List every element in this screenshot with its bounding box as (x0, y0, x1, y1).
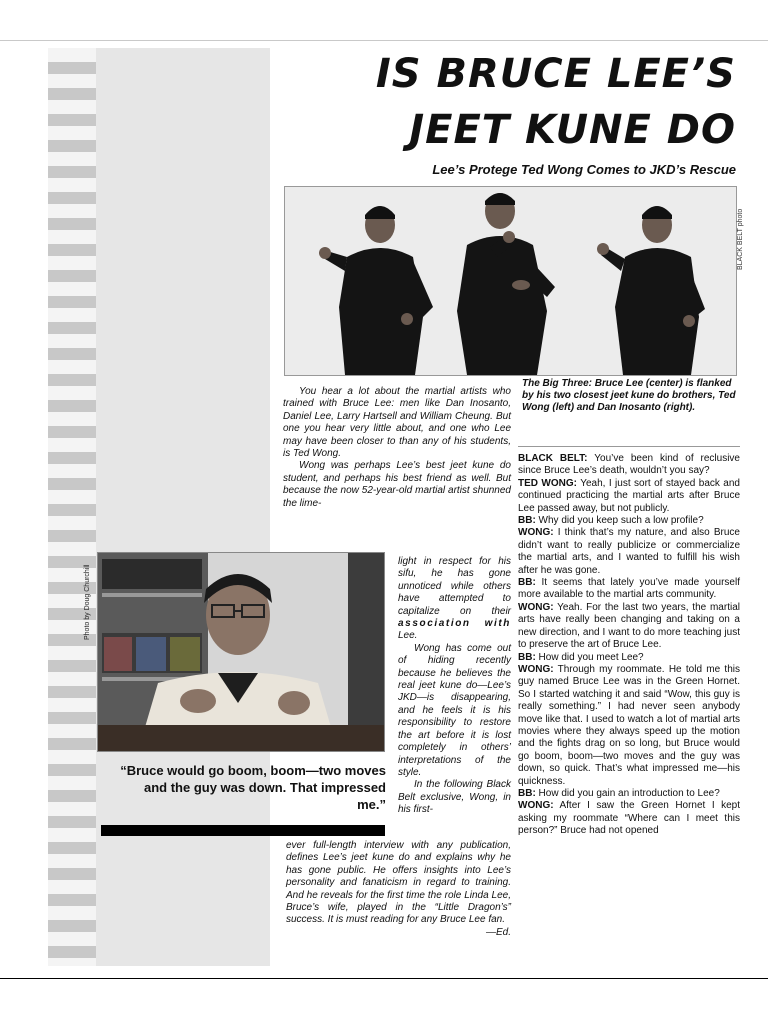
headline-line-1: IS BRUCE LEE’S (375, 51, 736, 97)
interview-item: BB: How did you meet Lee? (518, 651, 644, 663)
interview-item: BB: It seems that lately you’ve made yourself more available to the martial arts community. (518, 577, 740, 601)
lead-paragraph-4b: ever full-length interview with any publication, defines Lee’s jeet kune do and explains why he has gone public. He offers insights into Lee’s personality and fanaticism in regard to training. And he reveals for the first time the role Linda Lee, Bruce’s wife, played in the “Little Dragon’s” success. It is must reading for any Bruce Lee fan. (286, 840, 511, 926)
interview-item: WONG: Through my roommate. He told me this guy named Bruce Lee was in the Green Hornet. So I started watching it and said “Wow, this guy is really something.” I had never seen anybody move like that. I used to watch a lot of martial arts movies where they always speed up the motion and the fights drag on so long, but Bruce would go boom, boom—two moves and the guy was down, so quick. That’s what impressed me—his quickness. (518, 663, 740, 787)
portrait-photo-credit (84, 555, 96, 640)
subheadline: Lee’s Protege Ted Wong Comes to JKD’s Rescue (432, 162, 736, 177)
lead-column-top (283, 386, 511, 510)
lead-column-bottom (286, 840, 511, 939)
interview-item: BB: Why did you keep such a low profile? (518, 515, 704, 527)
interview-item: BLACK BELT: You’ve been kind of reclusive since Bruce Lee’s death, wouldn’t you say? (518, 453, 740, 477)
portrait-illustration (98, 553, 384, 751)
lead-paragraph-3: Wong has come out of hiding recently because he believes the real jeet kune do—Lee’s JKD—is disappearing, and he feels it is his responsibility to restore the art before it is lost completely in others’ interpretations of the style. (398, 642, 511, 778)
big-three-photo (284, 186, 737, 376)
portrait-photo-credit-text: Photo by Doug Churchill (84, 564, 91, 640)
lead-paragraph-2b-spaced: association with (398, 618, 511, 630)
lead-paragraph-1: You hear a lot about the martial artists who trained with Bruce Lee: men like Dan Inosanto, Daniel Lee, Larry Hartsell and William Cheung. But one you hear very little about, and one who Lee may have been closer to than any of his students, is Ted Wong. (283, 386, 511, 460)
lead-paragraph-2b: light in respect for his sifu, he has gone unnoticed while others have attempted to capitalize on their (398, 556, 511, 617)
lead-column-narrow (398, 556, 511, 817)
interview-column (518, 453, 740, 838)
interview-rule (518, 446, 740, 447)
photo-caption: The Big Three: Bruce Lee (center) is flanked by his two closest jeet kune do brothers, Ted Wong (left) and Dan Inosanto (right). (522, 378, 736, 413)
strip-bands (48, 48, 96, 966)
interview-item: WONG: I think that’s my nature, and also Bruce didn’t want to really publicize or commercialize the martial arts, and I wanted to fulfill his wish after he was gone. (518, 527, 740, 576)
lead-paragraph-4a: In the following Black Belt exclusive, Wong, in his first- (398, 779, 511, 816)
lead-paragraph-2b-end: Lee. (398, 630, 418, 642)
ted-wong-portrait (97, 552, 385, 752)
top-photo-credit (737, 190, 749, 270)
pull-quote-bar (101, 825, 385, 836)
lead-paragraph-2a: Wong was perhaps Lee’s best jeet kune do student, and perhaps his best friend as well. But because the now 52-year-old martial artist shunned the lime- (283, 460, 511, 509)
top-photo-credit-text: BLACK BELT photo (737, 208, 744, 270)
interview-item: TED WONG: Yeah, I just sort of stayed back and continued practicing the martial arts after Bruce Lee passed away, but not publicly. (518, 477, 740, 514)
three-figures-illustration (285, 187, 736, 375)
headline (376, 46, 736, 158)
editor-signoff: —Ed. (485, 926, 511, 938)
interview-item: WONG: Yeah. For the last two years, the martial arts have really been changing and taking on a new direction, and I want to do more teaching just to preserve the art of Bruce Lee. (518, 601, 740, 651)
interview-item: WONG: After I saw the Green Hornet I kept asking my roommate “Where can I meet this person?” Bruce had not opened (518, 800, 740, 837)
interview-item: BB: How did you gain an introduction to Lee? (518, 787, 720, 799)
page-bottom-rule (0, 978, 768, 979)
pull-quote: “Bruce would go boom, boom—two moves and the guy was down. That impressed me.” (120, 763, 386, 812)
headline-line-2: JEET KUNE DO (409, 107, 736, 153)
page-top-rule (0, 40, 768, 41)
